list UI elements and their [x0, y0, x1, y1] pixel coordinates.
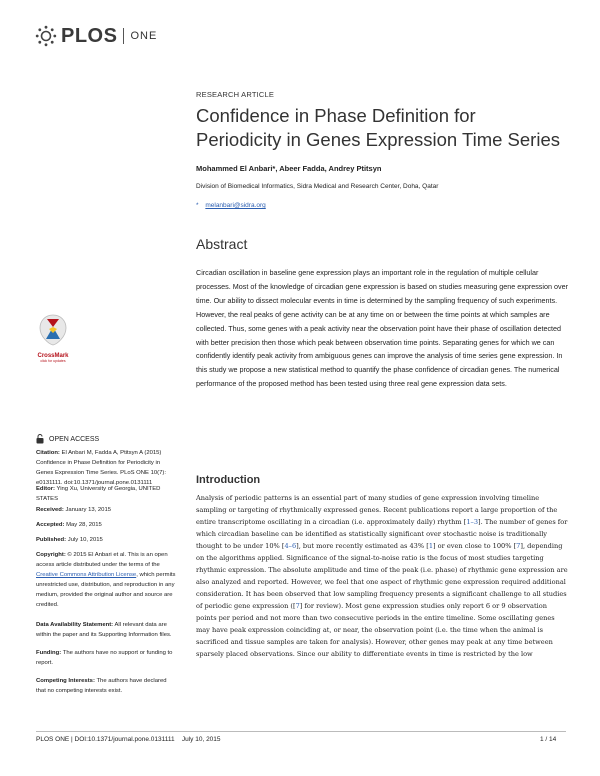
intro-text-segment: ] for review). Most gene expression studies only report 6 or 9 observation points per period and not more than two consecutive periods in the entire timeline. Some oscillating genes may have peak expression coinciding at, or near, the observation point (i.e. the time when the animal is sacrificed and tissue samples are taken for analysis). However, other genes may peak at any time between sparsely placed observations. Since our ability to differentiate events in time is restricted by the low — [196, 602, 555, 658]
open-access-badge — [36, 434, 99, 444]
corresponding-email — [196, 202, 266, 209]
copyright-label: Copyright: — [36, 552, 66, 558]
logo-text: PLOS — [61, 24, 118, 47]
received-date: January 13, 2015 — [65, 507, 112, 513]
data-availability-label: Data Availability Statement: — [36, 622, 114, 628]
page-number: 1 / 14 — [540, 736, 557, 743]
intro-text-segment: ], depending on the algorithms applied. Significance of the signal-to-noise ratio is the focus of most studies targeting rhythmic expression. The absolute amplitude and time of the peak (i.e. phase) of rhythmic gene expression are also analyzed and reported. However, we feel that one aspect of rhythmic gene expression required additional consideration. It has been observed that low sampling frequency presents a significant challenge to all studies of periodic gene expression ([ — [196, 542, 568, 610]
logo-journal: ONE — [130, 30, 158, 42]
authors: Mohammed El Anbari*, Abeer Fadda, Andrey Ptitsyn — [196, 164, 382, 173]
intro-text-segment: ] or even close to 100% [ — [433, 542, 517, 550]
received-block — [36, 505, 176, 515]
citation-label: Citation: — [36, 450, 60, 456]
open-lock-icon — [36, 434, 44, 444]
funding-block — [36, 648, 176, 668]
competing-interests-block — [36, 676, 176, 696]
copyright-text-pre: © 2015 El Anbari et al. This is an open access article distributed under the terms of the — [36, 552, 168, 568]
article-title: Confidence in Phase Definition for Periodicity in Genes Expression Time Series — [196, 105, 560, 150]
reference-link[interactable]: 1 — [428, 542, 434, 550]
reference-link[interactable]: 1–3 — [466, 518, 479, 526]
intro-text-segment: ]. The number of genes for which circadian baseline can be identified as statistically significant over stochastic noise is traditionally thought to be under 10% [ — [196, 518, 568, 550]
email-link[interactable]: melanbari@sidra.org — [205, 202, 266, 209]
license-link[interactable]: Creative Commons Attribution License — [36, 572, 137, 578]
editor-text: Ying Xu, University of Georgia, UNITED STATES — [36, 486, 161, 502]
competing-interests-label: Competing Interests: — [36, 678, 95, 684]
editor-block — [36, 484, 176, 504]
introduction-heading: Introduction — [196, 474, 261, 486]
logo-divider — [123, 28, 124, 44]
data-availability-text: All relevant data are within the paper and its Supporting Information files. — [36, 622, 172, 638]
plos-one-logo[interactable] — [35, 25, 157, 47]
intro-text-segment: Analysis of periodic patterns is an essential part of many studies of gene expression involving timeline sampling or targeting of rhythmically expressed genes. Recent publications report a large proportion of the entire transcriptome oscillating in a circadian (i.e. approximately daily) rhythm [ — [196, 494, 558, 526]
reference-link[interactable]: 7 — [516, 542, 521, 550]
accepted-label: Accepted: — [36, 522, 65, 528]
crossmark-label: CrossMark — [37, 353, 69, 359]
editor-label: Editor: — [36, 486, 55, 492]
affiliation: Division of Biomedical Informatics, Sidra Medical and Research Center, Doha, Qatar — [196, 183, 439, 190]
abstract-text: Circadian oscillation in baseline gene expression plays an important role in the regulation of multiple cellular processes. Most of the knowledge of circadian gene expression is based on studies measuring gene expression over time. Our ability to dissect molecular events in time is determined by the sampling frequency of such experiments. However, the real peaks of gene activity can be at any time on or between the time points at which samples are collected. Thus, some genes with a peak activity near the observation point have their phase of oscillation detected with better precision then those which peak between observation time points. Separating genes for which we can confidently identify peak activity from ambiguous genes can improve the analysis of time series gene expression. In this study we propose a new statistical method to quantify the phase confidence of circadian genes. The numerical performance of the proposed method has been tested using three real gene expression data sets. — [196, 268, 568, 389]
plos-logo-icon — [35, 25, 57, 47]
copyright-block — [36, 550, 176, 610]
article-type: RESEARCH ARTICLE — [196, 90, 275, 99]
accepted-date: May 28, 2015 — [66, 522, 102, 528]
citation-text: El Anbari M, Fadda A, Ptitsyn A (2015) Confidence in Phase Definition for Periodicity in Genes Expression Time Series. PLoS ONE 10(7): e0131111. doi:10.1371/journal.pone.0131111 — [36, 450, 166, 486]
intro-text-segment: ], but more recently estimated as 43% [ — [296, 542, 429, 550]
competing-interests-text: The authors have declared that no competing interests exist. — [36, 678, 167, 694]
reference-link[interactable]: 4–6 — [284, 542, 297, 550]
email-marker: * — [196, 202, 199, 209]
introduction-text — [196, 492, 568, 660]
abstract-heading: Abstract — [196, 236, 248, 252]
received-label: Received: — [36, 507, 64, 513]
crossmark-icon — [38, 313, 68, 347]
crossmark-badge[interactable] — [36, 313, 70, 363]
accepted-block — [36, 520, 176, 530]
funding-label: Funding: — [36, 650, 62, 656]
published-label: Published: — [36, 537, 67, 543]
published-date: July 10, 2015 — [67, 537, 103, 543]
reference-link[interactable]: 7 — [295, 602, 300, 610]
footer-divider — [36, 731, 566, 732]
citation-block — [36, 448, 176, 488]
data-availability-block — [36, 620, 176, 640]
crossmark-sublabel: click for updates — [40, 359, 66, 363]
published-block — [36, 535, 176, 545]
copyright-text-post: , which permits unrestricted use, distribution, and reproduction in any medium, provided the original author and source are credited. — [36, 572, 176, 608]
funding-text: The authors have no support or funding to report. — [36, 650, 173, 666]
footer-citation: PLOS ONE | DOI:10.1371/journal.pone.0131111 July 10, 2015 — [36, 736, 221, 743]
open-access-label: OPEN ACCESS — [49, 435, 100, 443]
